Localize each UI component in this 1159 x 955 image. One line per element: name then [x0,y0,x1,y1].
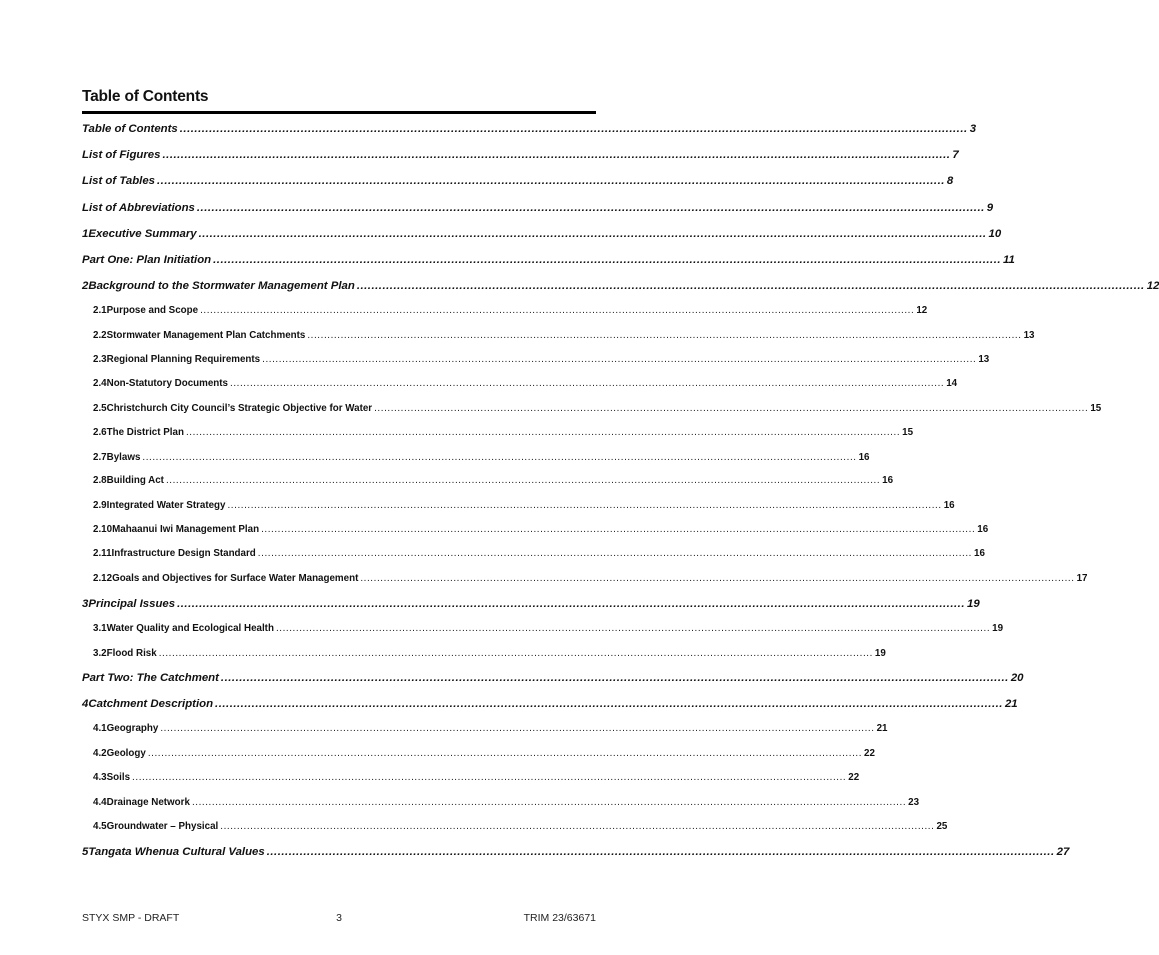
toc-dot-leader: ....................................................................................................................................................................................................................... [196,202,985,214]
toc-entry-title: Part One: Plan Initiation [82,254,212,266]
toc-dot-leader: ....................................................................................................................................................................................................................... [356,280,1145,292]
toc-entry-title: Christchurch City Council’s Strategic Objective for Water [106,403,373,414]
toc-entry-page: 13 [1023,330,1035,341]
toc-entry-title: Geography [106,723,159,734]
toc-entry-number: 2.1 [93,305,107,316]
toc-entry-page: 16 [882,475,894,486]
toc-entry[interactable] [82,202,994,218]
toc-entry-title: Water Quality and Ecological Health [106,623,274,634]
toc-entry-title: List of Figures [82,149,161,161]
toc-entry[interactable] [82,330,1035,346]
toc-entry-page: 7 [952,149,959,161]
toc-entry-title: Drainage Network [106,797,190,808]
toc-entry-number: 2.6 [93,427,107,438]
toc-dot-leader: ....................................................................................................................................................................................................................... [162,149,951,161]
toc-entry-page: 16 [943,500,955,511]
toc-entry-title: Geology [106,748,146,759]
toc-entry-number: 2.5 [93,403,107,414]
toc-dot-leader: ....................................................................................................................................................................................................................... [275,623,991,634]
toc-entry-title: Executive Summary [88,228,197,240]
toc-dot-leader: ....................................................................................................................................................................................................................... [307,330,1022,341]
toc-entry-title: List of Tables [82,175,155,187]
toc-dot-leader: ....................................................................................................................................................................................................................... [257,548,973,559]
toc-entry-page: 15 [902,427,914,438]
page-title: Table of Contents [82,88,209,105]
toc-entry-title: Groundwater – Physical [106,821,219,832]
toc-entry-number: 5 [82,846,89,858]
toc-dot-leader: ....................................................................................................................................................................................................................... [179,123,968,135]
toc-entry-page: 14 [946,378,958,389]
toc-entry-page: 22 [864,748,875,759]
toc-entry[interactable] [82,254,1015,270]
toc-dot-leader: ....................................................................................................................................................................................................................... [220,821,935,832]
toc-entry-page: 11 [1003,254,1015,266]
toc-entry-number: 4.3 [93,772,107,783]
toc-entry-number: 4.4 [93,797,107,808]
toc-entry-page: 19 [967,598,980,610]
toc-entry[interactable] [82,797,920,813]
toc-dot-leader: ....................................................................................................................................................................................................................... [147,748,863,759]
toc-dot-leader: ....................................................................................................................................................................................................................... [158,648,873,659]
toc-dot-leader: ....................................................................................................................................................................................................................... [227,500,942,511]
toc-entry-title: List of Abbreviations [82,202,195,214]
toc-entry[interactable] [82,698,1018,714]
toc-entry[interactable] [82,598,980,614]
toc-entry-title: Flood Risk [106,648,157,659]
toc-entry[interactable] [82,821,948,837]
toc-dot-leader: ....................................................................................................................................................................................................................... [262,354,977,365]
toc-entry-page: 17 [1076,573,1088,584]
toc-entry-page: 13 [978,354,990,365]
toc-entry-number: 2.12 [93,573,113,584]
toc-entry-page: 3 [969,123,977,135]
toc-entry-number: 4.5 [93,821,107,832]
toc-entry-title: Building Act [106,475,164,486]
toc-entry[interactable] [82,280,1159,296]
toc-entry-title: Integrated Water Strategy [106,500,226,511]
toc-entry-title: Catchment Description [88,698,214,710]
toc-entry-page: 10 [988,228,1002,240]
toc-entry-page: 16 [858,452,870,463]
toc-entry[interactable] [82,475,894,491]
toc-entry-title: Mahaanui Iwi Management Plan [112,524,260,535]
toc-entry-title: The District Plan [106,427,184,438]
toc-entry-title: Regional Planning Requirements [106,354,261,365]
toc-entry[interactable] [82,573,1088,589]
toc-entry[interactable] [82,648,886,664]
toc-entry[interactable] [82,228,1002,244]
toc-dot-leader: ....................................................................................................................................................................................................................... [200,305,915,316]
toc-dot-leader: ....................................................................................................................................................................................................................... [157,175,945,187]
toc-entry-title: Goals and Objectives for Surface Water Management [112,573,359,584]
toc-entry[interactable] [82,672,1024,688]
toc-entry-title: Principal Issues [88,598,176,610]
toc-entry[interactable] [82,123,977,139]
toc-dot-leader: ....................................................................................................................................................................................................................... [198,228,987,240]
toc-entry-page: 23 [908,797,920,808]
toc-dot-leader: ....................................................................................................................................................................................................................... [142,452,857,463]
toc-entry-number: 1 [82,228,89,240]
toc-entry-title: Infrastructure Design Standard [111,548,256,559]
toc-entry-page: 25 [936,821,948,832]
toc-entry-page: 16 [977,524,989,535]
toc-dot-leader: ....................................................................................................................................................................................................................... [374,403,1089,414]
toc-dot-leader: ....................................................................................................................................................................................................................... [132,772,847,783]
toc-entry-number: 3.1 [93,623,107,634]
toc-entry-page: 21 [1004,698,1018,710]
toc-entry-title: Table of Contents [82,123,178,135]
toc-entry-title: Bylaws [106,452,141,463]
toc-dot-leader: ....................................................................................................................................................................................................................... [213,254,1002,266]
toc-entry-number: 2.2 [93,330,107,341]
toc-entry-page: 9 [986,202,994,214]
toc-entry-number: 4.2 [93,748,107,759]
toc-entry-page: 15 [1090,403,1102,414]
toc-entry-number: 2.10 [93,524,113,535]
toc-entry[interactable] [82,846,1070,862]
footer-trim-reference: TRIM 23/63671 [523,912,596,924]
toc-entry[interactable] [82,723,888,739]
toc-entry-title: Tangata Whenua Cultural Values [88,846,265,858]
toc-dot-leader: ....................................................................................................................................................................................................................... [160,723,875,734]
toc-dot-leader: ....................................................................................................................................................................................................................... [177,598,966,610]
toc-entry[interactable] [82,748,875,764]
toc-entry-title: Soils [106,772,131,783]
toc-dot-leader: ....................................................................................................................................................................................................................... [230,378,945,389]
toc-entry-page: 8 [946,175,954,187]
page-footer [82,912,596,928]
footer-document-label: STYX SMP - DRAFT [82,912,180,924]
toc-entry-number: 4.1 [93,723,107,734]
toc-entry[interactable] [82,452,870,468]
toc-dot-leader: ....................................................................................................................................................................................................................... [191,797,907,808]
toc-entry[interactable] [82,305,928,321]
toc-dot-leader: ....................................................................................................................................................................................................................... [185,427,901,438]
toc-entry-number: 2.11 [93,548,112,559]
toc-entry-title: Non-Statutory Documents [106,378,229,389]
toc-entry-number: 2.4 [93,378,107,389]
toc-entry[interactable] [82,427,914,443]
toc-entry-page: 12 [1146,280,1159,292]
toc-entry[interactable] [82,149,959,165]
toc-entry-title: Purpose and Scope [106,305,199,316]
toc-entry-number: 2.9 [93,500,107,511]
toc-entry-title: Background to the Stormwater Management Plan [88,280,355,292]
toc-entry-page: 16 [974,548,985,559]
toc-entry-page: 20 [1010,672,1024,684]
toc-dot-leader: ....................................................................................................................................................................................................................... [220,672,1009,684]
toc-entry[interactable] [82,403,1102,419]
toc-entry-number: 2.7 [93,452,107,463]
toc-entry[interactable] [82,354,990,370]
toc-entry[interactable] [82,772,860,788]
toc-dot-leader: ....................................................................................................................................................................................................................... [215,698,1003,710]
toc-entry-title: Part Two: The Catchment [82,672,219,684]
toc-entry[interactable] [82,623,1004,639]
toc-entry-title: Stormwater Management Plan Catchments [106,330,306,341]
toc-entry-number: 4 [82,698,89,710]
toc-entry-number: 2.8 [93,475,107,486]
toc-entry-number: 3 [82,598,89,610]
toc-entry-number: 3.2 [93,648,107,659]
toc-entry-page: 22 [848,772,860,783]
heading-rule [82,111,596,114]
toc-entry[interactable] [82,175,954,191]
toc-dot-leader: ....................................................................................................................................................................................................................... [165,475,881,486]
toc-entry-page: 19 [992,623,1004,634]
toc-dot-leader: ....................................................................................................................................................................................................................... [360,573,1075,584]
toc-entry-page: 27 [1056,846,1070,858]
toc-entry-number: 2 [82,280,89,292]
toc-entry[interactable] [82,548,985,564]
toc-entry-page: 12 [916,305,928,316]
toc-dot-leader: ....................................................................................................................................................................................................................... [261,524,976,535]
toc-entry-page: 21 [876,723,888,734]
toc-dot-leader: ....................................................................................................................................................................................................................... [266,846,1055,858]
toc-entry-page: 19 [874,648,886,659]
toc-entry-number: 2.3 [93,354,107,365]
toc-entry[interactable] [82,500,955,516]
toc-entry[interactable] [82,524,989,540]
toc-entry[interactable] [82,378,958,394]
footer-page-number: 3 [336,912,342,924]
